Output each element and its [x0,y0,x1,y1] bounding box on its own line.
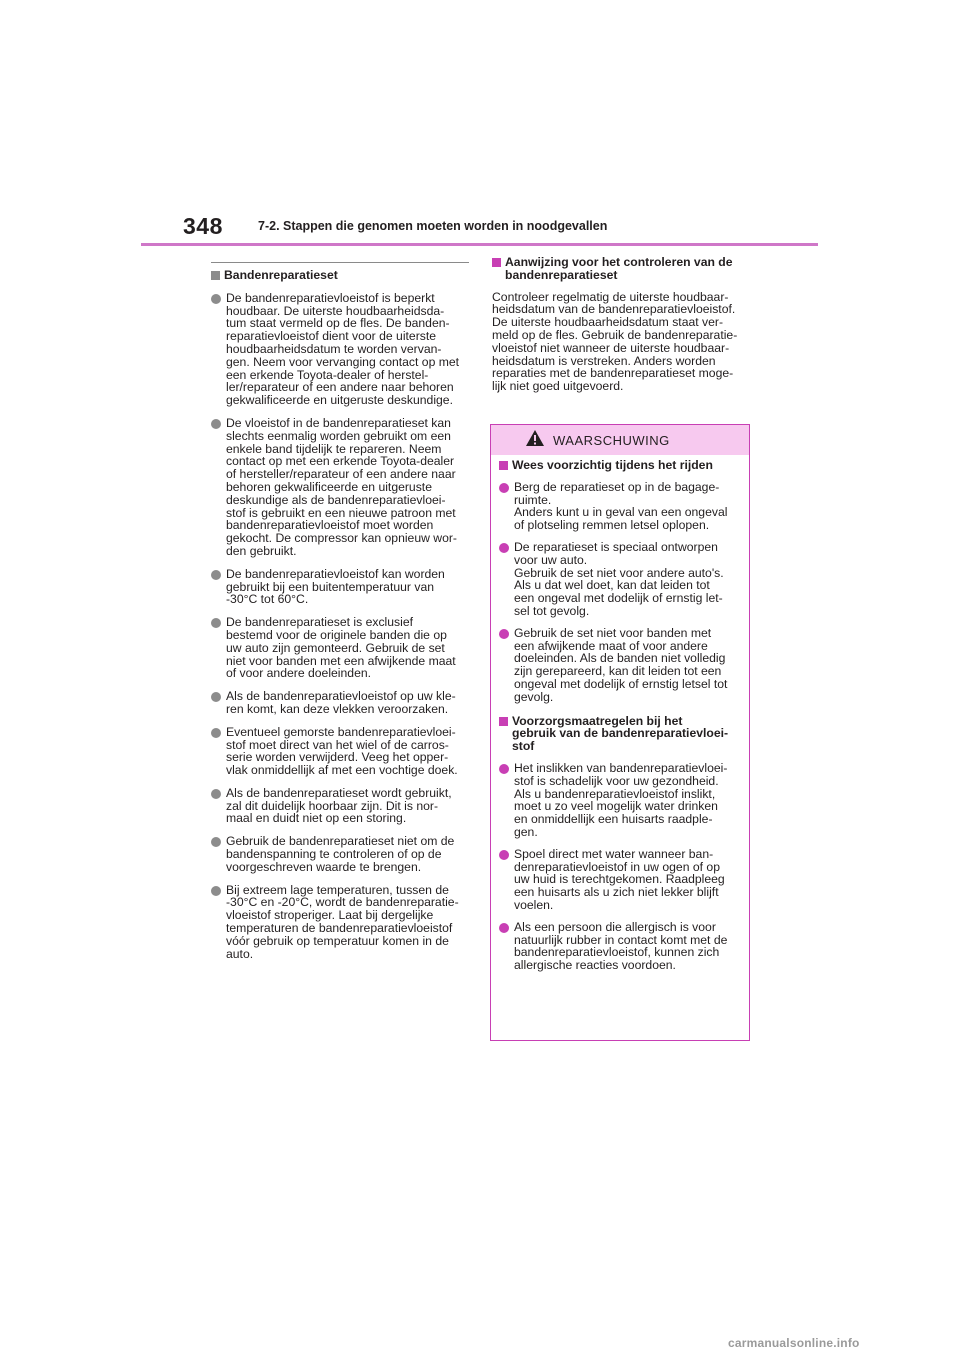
round-bullet-icon [499,850,509,860]
bullet-text [226,690,469,716]
text-line: of voor andere doeleinden. [226,666,372,681]
bullet-item [211,568,469,606]
text-line: niet voor banden met een afwijkende maat [226,653,456,668]
bullet-item [211,835,469,873]
section-divider [211,262,469,263]
left-column [211,262,469,960]
round-bullet-icon [499,483,509,493]
text-line: Spoel direct met water wanneer ban- [514,846,714,861]
bullet-text [514,921,743,972]
text-line: stof is gebruikt en een nieuwe patroon met [226,505,456,520]
text-line: gen. Neem voor vervanging contact op met [226,354,460,369]
text-line: Als een persoon die allergisch is voor [514,919,716,934]
bullet-item [211,787,469,825]
text-line: -30°C en -20°C, wordt de bandenreparatie- [226,895,459,910]
text-line: Als de bandenreparatievloeistof op uw kle- [226,689,456,704]
bullet-item [499,762,743,839]
text-line: deskundige als de bandenreparatievloei- [226,492,446,507]
text-line: uw huid is terechtgekomen. Raadpleeg [514,872,725,887]
text-line: heidsdatum is verstreken. Anders worden [492,353,716,368]
square-bullet-icon [492,258,501,267]
bullet-item [499,627,743,704]
text-line: maal en duidt niet op een storing. [226,811,407,826]
text-line: ongeval met dodelijk of ernstig letsel tot [514,676,728,691]
bullet-list [499,481,743,704]
text-line: stof is schadelijk voor uw gezondheid. [514,773,719,788]
text-line: Eventueel gemorste bandenreparatievloei- [226,724,456,739]
square-bullet-icon [211,271,220,280]
text-line: natuurlijk rubber in contact komt met de [514,932,728,947]
text-line: lijk niet goed uitgevoerd. [492,379,624,394]
text-line: houdbaarheidsdatum te worden vervan- [226,341,442,356]
warning-triangle-icon [525,429,545,447]
bullet-item [211,690,469,716]
text-line: vloeistof niet wanneer de uiterste houdbaar- [492,340,730,355]
round-bullet-icon [211,294,221,304]
bullet-text [226,417,469,558]
text-line: -30°C tot 60°C. [226,592,309,607]
round-bullet-icon [211,837,221,847]
text-line: stof moet direct van het wiel of de carros- [226,737,449,752]
bullet-item [499,921,743,972]
bullet-text [226,787,469,825]
warning-box [490,424,750,1041]
round-bullet-icon [499,543,509,553]
text-line: Als de bandenreparatieset wordt gebruikt, [226,785,452,800]
paragraph-controleer [492,291,754,393]
text-line: bandenreparatievloeistof moet worden [226,518,434,533]
bullet-text [514,541,743,618]
text-line: reparatievloeistof dient voor de uiterste [226,329,437,344]
square-bullet-icon [499,717,508,726]
text-line: bandenreparatieset [505,267,618,282]
header-rule [141,243,818,246]
text-line: en onmiddellijk een huisarts raadple- [514,812,713,827]
text-line: behoren gekwalificeerde en uitgeruste [226,479,432,494]
text-line: gevolg. [514,689,554,704]
text-line: Als u bandenreparatievloeistof inslikt, [514,786,716,801]
text-line: doeleinden. Als de banden niet volledig [514,651,726,666]
text-line: voor uw auto. [514,552,588,567]
text-line: De reparatieset is speciaal ontworpen [514,539,718,554]
bullet-text [226,884,469,961]
text-line: bestemd voor de originele banden die op [226,627,447,642]
text-line: vloeistof stroperiger. Laat bij dergelijke [226,908,434,923]
text-line: ren komt, kan deze vlekken veroorzaken. [226,701,449,716]
warning-heading-rijden [499,459,743,472]
text-line: meld op de fles. Gebruik de bandenreparatie- [492,327,738,342]
text-line: Controleer regelmatig de uiterste houdbaar- [492,289,729,304]
text-line: Als u dat wel doet, kan dat leiden tot [514,578,710,593]
text-line: gekwalificeerde en uitgeruste deskundige. [226,393,453,408]
text-line: Anders kunt u in geval van een ongeval [514,505,728,520]
bullet-list [211,292,469,961]
text-line: ler/reparateur of een andere naar behoren [226,380,454,395]
text-line: serie worden verwijderd. Veeg het opper- [226,750,449,765]
text-line: een ongeval met dodelijk of ernstig let- [514,591,723,606]
round-bullet-icon [211,692,221,702]
bullet-item [211,726,469,777]
text-line: reparaties met de bandenreparatieset moge- [492,366,734,381]
round-bullet-icon [499,629,509,639]
bullet-text [226,835,469,873]
text-line: vóór gebruik op temperatuur komen in de [226,933,449,948]
text-line: allergische reacties voordoen. [514,958,676,973]
text-line: heidsdatum van de bandenreparatievloeistof. [492,302,736,317]
text-line: vlak onmiddellijk af met een vochtige doek. [226,763,458,778]
text-line: Wees voorzichtig tijdens het rijden [512,458,713,472]
watermark-logo: carmanualsonline.info [728,1336,860,1350]
text-line: stof [512,739,535,754]
bullet-text [226,568,469,606]
text-line: auto. [226,946,254,961]
text-line: of plotseling remmen letsel oplopen. [514,518,710,533]
text-line: den gebruikt. [226,543,297,558]
bullet-text [226,292,469,407]
text-line: een erkende Toyota-dealer of herstel- [226,367,429,382]
text-line: bandenspanning te controleren of op de [226,847,442,862]
text-line: De uiterste houdbaarheidsdatum staat ver- [492,315,724,330]
square-bullet-icon [499,461,508,470]
bullet-text [514,627,743,704]
text-line: een afwijkende maat of voor andere [514,638,708,653]
text-line: Gebruik de set niet voor banden met [514,625,712,640]
text-line: slechts eenmalig worden gebruikt om een [226,428,451,443]
round-bullet-icon [499,764,509,774]
text-line: houdbaar. De uiterste houdbaarheidsda- [226,303,445,318]
text-line: De bandenreparatievloeistof is beperkt [226,290,435,305]
warning-body [491,455,749,972]
text-line: een huisarts als u zich niet lekker blijft [514,885,719,900]
bullet-item [499,481,743,532]
text-line: denreparatievloeistof in uw ogen of op [514,859,720,874]
bullet-item [499,541,743,618]
text-line: gekocht. De compressor kan opnieuw wor- [226,531,457,546]
right-column [492,256,754,393]
bullet-text [514,848,743,912]
text-line: zijn gerepareerd, kan dit leiden tot een [514,664,722,679]
round-bullet-icon [211,886,221,896]
text-line: moet u zo veel mogelijk water drinken [514,799,718,814]
section-heading-bandenreparatieset: Bandenreparatieset [211,269,469,282]
text-line: De bandenreparatievloeistof kan worden [226,566,445,581]
text-line: Gebruik de set niet voor andere auto's. [514,565,724,580]
bullet-item [211,616,469,680]
text-line: gebruikt bij een buitentemperatuur van [226,579,434,594]
round-bullet-icon [211,419,221,429]
round-bullet-icon [211,618,221,628]
text-line: gebruik van de bandenreparatievloei- [512,726,729,741]
warning-heading-voorzorg [499,715,743,753]
text-line: De bandenreparatieset is exclusief [226,615,413,630]
text-line: voorgeschreven waarde te brengen. [226,859,422,874]
bullet-text [514,481,743,532]
text-line: uw auto zijn gemonteerd. Gebruik de set [226,640,445,655]
bullet-item [211,292,469,407]
round-bullet-icon [211,789,221,799]
text-line: temperaturen de bandenreparatievloeistof [226,921,453,936]
text-line: contact op met een erkende Toyota-dealer [226,454,455,469]
heading-lines [505,256,754,282]
text-line: of hersteller/reparateur of een andere naar [226,467,456,482]
bullet-item [211,417,469,558]
text-line: Berg de reparatieset op in de bagage- [514,479,720,494]
text-line: voelen. [514,897,554,912]
warning-title: WAARSCHUWING [553,433,670,448]
text-line: De vloeistof in de bandenreparatieset kan [226,415,451,430]
bullet-item [211,884,469,961]
chapter-title: 7-2. Stappen die genomen moeten worden in noodgevallen [258,219,608,233]
text-line: tum staat vermeld op de fles. De banden- [226,316,450,331]
bullet-list [499,762,743,972]
heading-lines [512,715,743,753]
section-heading-aanwijzing [492,256,754,282]
text-line: gen. [514,824,538,839]
text-line: ruimte. [514,492,552,507]
text-line: Het inslikken van bandenreparatievloei- [514,760,728,775]
bullet-item [499,848,743,912]
warning-header [491,425,749,455]
page-number: 348 [183,213,223,239]
text-line: bandenreparatievloeistof, kunnen zich [514,945,720,960]
bullet-text [226,616,469,680]
text-line: zal dit duidelijk hoorbaar zijn. Dit is nor- [226,798,439,813]
text-line: enkele band tijdelijk te repareren. Neem [226,441,442,456]
bullet-text [226,726,469,777]
text-line: Gebruik de bandenreparatieset niet om de [226,834,455,849]
bullet-text [514,762,743,839]
round-bullet-icon [211,570,221,580]
text-line: Aanwijzing voor het controleren van de [505,255,733,269]
round-bullet-icon [499,923,509,933]
text-line: Voorzorgsmaatregelen bij het [512,713,683,728]
text-line: Bij extreem lage temperaturen, tussen de [226,882,449,897]
text-line: sel tot gevolg. [514,603,590,618]
heading-lines [512,459,743,472]
round-bullet-icon [211,728,221,738]
